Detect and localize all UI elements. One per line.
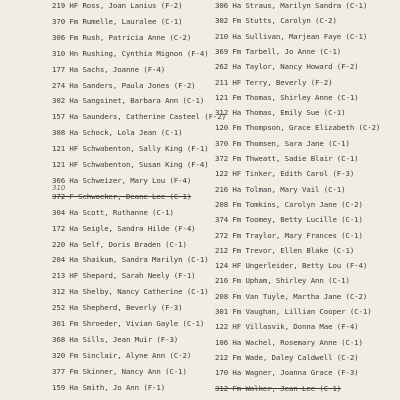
roster-entry: 377 Fm Skinner, Nancy Ann (C-1): [52, 366, 187, 376]
roster-entry: 121 HF Schwabenton, Susan King (F-4): [52, 160, 209, 169]
roster-entry: 212 Fm Wade, Daley Caldwell (C-2): [215, 352, 359, 362]
roster-entry: 252 Ha Shepherd, Beverly (F-3): [52, 303, 183, 313]
roster-entry: 302 Ha Sangsinet, Barbara Ann (C-1): [52, 96, 205, 106]
margin-note: 310: [52, 184, 66, 192]
roster-entry: 262 Ha Taylor, Nancy Howard (F-2): [215, 62, 359, 72]
roster-entry: 301 Fm Vaughan, Lillian Cooper (C-1): [215, 307, 372, 316]
roster-entry: 124 HF Ungerleider, Betty Lou (F-4): [215, 261, 368, 271]
roster-entry: 210 Ha Sullivan, Marjean Faye (C-1): [215, 31, 368, 41]
roster-entry: 306 Fm Rush, Patricia Anne (C-2): [52, 32, 192, 42]
roster-entry: 122 HF Villasvik, Donna Mae (F-4): [215, 322, 359, 332]
roster-entry: 368 Ha Sills, Jean Muir (F-3): [52, 334, 179, 344]
roster-entry: 369 Fm Tarbell, Jo Anne (C-1): [215, 46, 342, 56]
roster-entry: 374 Fm Toomey, Betty Lucille (C-1): [215, 215, 363, 225]
roster-entry: 312 Fm Walker, Jean Lee (C-1): [215, 383, 342, 393]
roster-entry: 304 Ha Scott, Ruthanne (C-1): [52, 207, 174, 217]
roster-entry: 157 Ha Saunders, Catherine Casteel (F-2): [52, 112, 226, 122]
roster-entry: 370 Fm Rumelle, Lauralee (C-1): [52, 16, 183, 26]
roster-entry: 213 HF Shepard, Sarah Neely (F-1): [52, 271, 196, 281]
roster-entry: 170 Ha Wagner, Joanna Grace (F-3): [215, 368, 359, 378]
roster-entry: 208 Fm Tomkins, Carolyn Jane (C-2): [215, 199, 363, 209]
roster-entry: 372 Fm Thweatt, Sadie Blair (C-1): [215, 154, 359, 163]
roster-entry: 120 Fm Thompson, Grace Elizabeth (C-2): [215, 123, 381, 133]
roster-entry: 208 Fm Van Tuyle, Martha Jane (C-2): [215, 291, 368, 301]
roster-entry: 212 Fm Trevor, Ellen Blake (C-1): [215, 245, 355, 255]
roster-entry: 219 HF Ross, Joan Lanius (F-2): [52, 1, 183, 10]
roster-entry: 310 Hn Rushing, Cynthia Mignon (F-4): [52, 48, 209, 58]
roster-entry: 177 Ha Sachs, Joanne (F-4): [52, 64, 166, 74]
roster-entry: 274 Ha Sanders, Paula Jones (F-2): [52, 80, 196, 90]
roster-entry: 172 Ha Seigle, Sandra Hilde (F-4): [52, 223, 196, 233]
roster-entry: 121 HF Schwabenton, Sally King (F-1): [52, 144, 209, 154]
roster-entry: 272 Fm Traylor, Mary Frances (C-1): [215, 230, 363, 240]
roster-entry: 301 Fm Shroeder, Vivian Gayle (C-1): [52, 319, 205, 328]
roster-entry: 220 Ha Self, Doris Braden (C-1): [52, 239, 187, 249]
roster-entry: 302 Fm Stutts, Carolyn (C-2): [215, 16, 337, 26]
roster-entry: 312 Ha Shelby, Nancy Catherine (C-1): [52, 287, 209, 297]
roster-entry: 211 HF Terry, Beverly (F-2): [215, 77, 333, 87]
roster-entry: 370 Fm Thomsen, Sara Jane (C-1): [215, 138, 350, 148]
roster-entry: 122 HF Tinker, Edith Carol (F-3): [215, 169, 355, 179]
roster-entry: 372 F Schwoeker, Deane Lee (C-1): [52, 191, 192, 201]
roster-entry: 366 Ha Schweizer, Mary Lou (F-4): [52, 175, 192, 185]
roster-entry: 106 Ha Wachel, Rosemary Anne (C-1): [215, 337, 363, 347]
roster-entry: 312 Ha Thomas, Emily Sue (C-1): [215, 108, 346, 118]
roster-entry: 121 Fm Thomas, Shirley Anne (C-1): [215, 92, 359, 102]
roster-entry: 159 Ha Smith, Jo Ann (F-1): [52, 382, 166, 392]
roster-entry: 320 Fm Sinclair, Alyne Ann (C-2): [52, 350, 192, 360]
roster-entry: 204 Ha Shaikum, Sandra Marilyn (C-1): [52, 255, 209, 265]
roster-entry: 306 Ha Straus, Marilyn Sandra (C-1): [215, 1, 368, 10]
roster-entry: 308 Ha Schock, Lola Jean (C-1): [52, 128, 183, 138]
roster-entry: 216 Ha Tolman, Mary Vail (C-1): [215, 184, 346, 194]
roster-entry: 216 Fm Upham, Shirley Ann (C-1): [215, 276, 350, 286]
